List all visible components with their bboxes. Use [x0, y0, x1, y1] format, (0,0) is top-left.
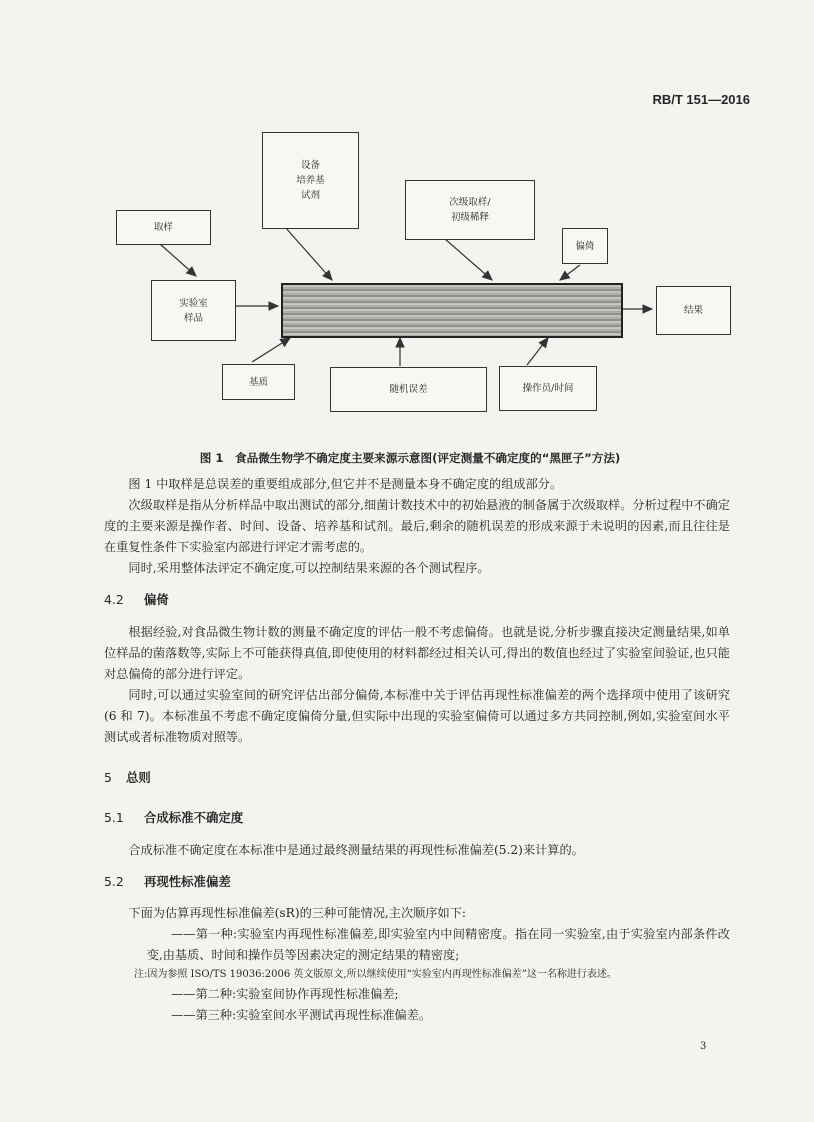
section-4-2-body: 根据经验,对食品微生物计数的测量不确定度的评估一般不考虑偏倚。也就是说,分析步骤直接决定测量结果,如单位样品的菌落数等,实际上不可能获得真值,即使使用的材料都经过相关认可,得出的数值也经过了实验室间验证,也只能对总偏倚的部分进行评定。 同时,可以通过实验室间的研究评估出部分偏倚,本标准中关于评估再现性标准偏差的两个选择项中使用了该研究(6 和 7)。本标准虽不考虑不确定度偏倚分量,但实际中出现的实验室偏倚可以通过多方共同控制,例如,实验室间水平测试或者标准物质对照等。 — [104, 625, 730, 744]
section-5-1-body: 合成标准不确定度在本标准中是通过最终测量结果的再现性标准偏差(5.2)来计算的。 — [128, 843, 584, 857]
list-item: ——第二种:实验室间协作再现性标准偏差; — [171, 987, 399, 1001]
box-operator-time: 操作员/时间 — [499, 366, 597, 411]
box-sampling: 取样 — [116, 210, 211, 245]
section-4-2-heading: 4.2 偏倚 — [104, 592, 169, 607]
arrow-bias — [560, 265, 580, 280]
page-number: 3 — [700, 1041, 707, 1052]
box-subsampling: 次级取样/ 初级稀释 — [405, 180, 535, 240]
arrow-operator — [527, 338, 548, 365]
box-equipment: 设备 培养基 试剂 — [262, 132, 359, 229]
figure-caption: 图 1 食品微生物学不确定度主要来源示意图(评定测量不确定度的“黑匣子”方法) — [199, 451, 621, 465]
box-random-error: 随机误差 — [330, 367, 487, 412]
box-bias: 偏倚 — [562, 228, 608, 264]
section-5-2-body: 下面为估算再现性标准偏差(sR)的三种可能情况,主次顺序如下: ——第一种:实验室内再现性标准偏差,即实验室内中间精密度。指在同一实验室,由于实验室内部条件改变,由基质、时间和操作员等因素决定的测定结果的精密度; 注:因为参照 ISO/TS 19036:2006 英文版原文,所以继续使用“实验室内再现性标准偏差”这一名称进行表述。 ——第二种:实验室间协作再现性标准偏差; ——第三种:实验室间水平测试再现性标准偏差。 — [104, 903, 730, 1026]
arrow-matrix — [252, 338, 290, 362]
arrow-subsampling — [445, 239, 492, 280]
note: 注:因为参照 ISO/TS 19036:2006 英文版原文,所以继续使用“实验室内再现性标准偏差”这一名称进行表述。 — [134, 969, 617, 980]
arrow-sampling — [160, 244, 196, 276]
box-result: 结果 — [656, 286, 731, 335]
section-5-1-heading: 5.1 合成标准不确定度 — [104, 810, 244, 825]
list-item: ——第一种:实验室内再现性标准偏差,即实验室内中间精密度。指在同一实验室,由于实验室内部条件改变,由基质、时间和操作员等因素决定的测定结果的精密度; — [146, 927, 730, 962]
section-5-2-heading: 5.2 再现性标准偏差 — [104, 874, 231, 889]
document-code: RB/T 151—2016 — [652, 92, 750, 107]
box-matrix: 基质 — [222, 364, 295, 400]
box-lab-sample: 实验室 样品 — [151, 280, 236, 341]
figure-explanation: 图 1 中取样是总误差的重要组成部分,但它并不是测量本身不确定度的组成部分。 次级取样是指从分析样品中取出测试的部分,细菌计数技术中的初始悬液的制备属于次级取样。分析过程中不确定度的主要来源是操作者、时间、设备、培养基和试剂。最后,剩余的随机误差的形成来源于未说明的因素,而且往往是在重复性条件下实验室内部进行评定才需考虑的。 同时,采用整体法评定不确定度,可以控制结果来源的各个测试程序。 — [104, 477, 730, 575]
section-5-heading: 5 总则 — [104, 770, 151, 785]
black-box-bar — [281, 283, 623, 338]
list-item: ——第三种:实验室间水平测试再现性标准偏差。 — [171, 1008, 432, 1022]
